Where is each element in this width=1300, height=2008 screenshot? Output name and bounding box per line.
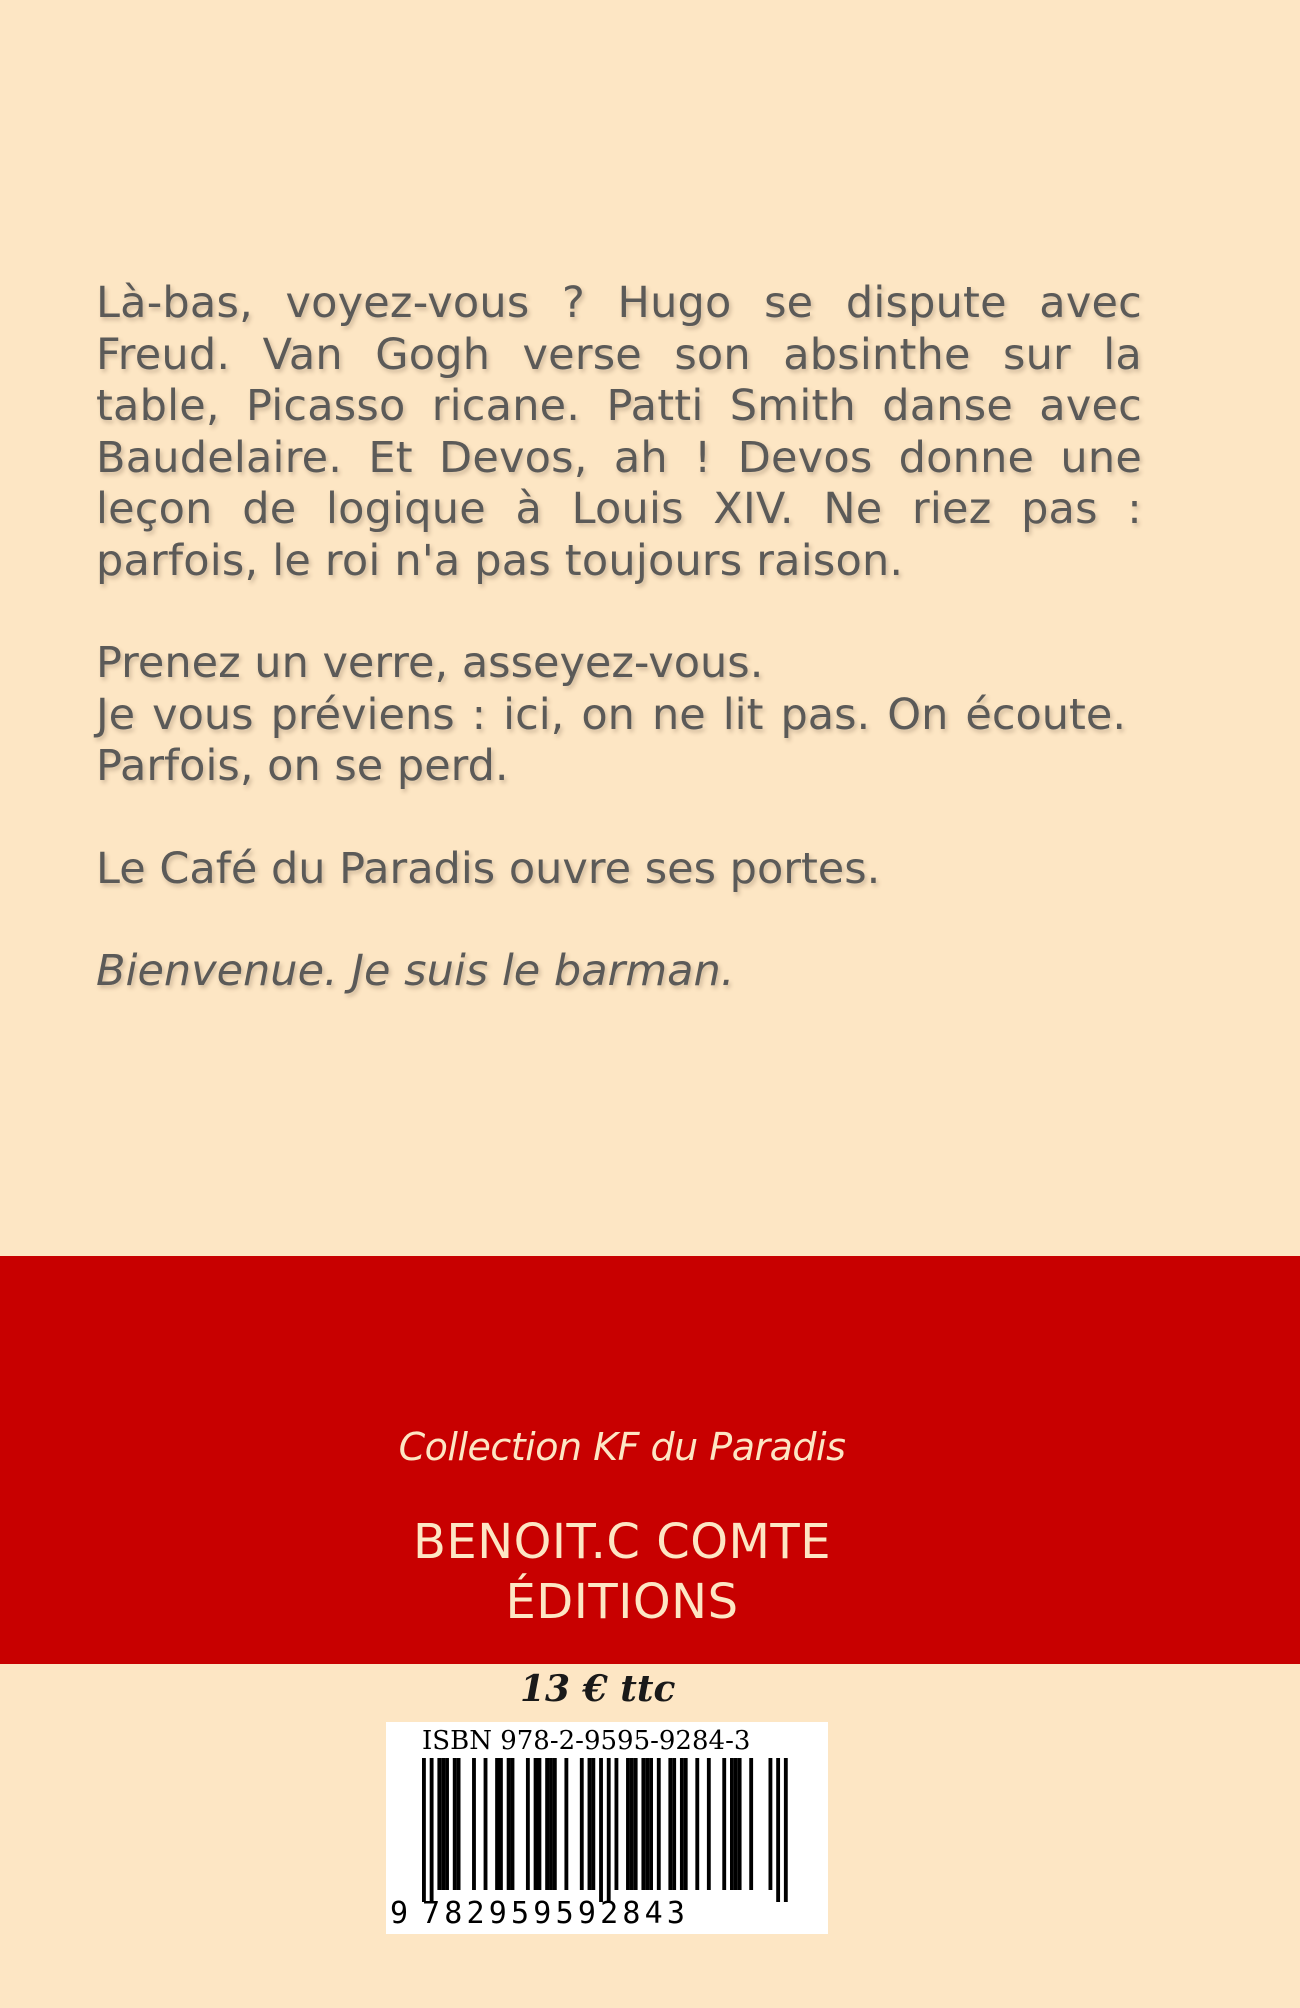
- barcode-bar: [441, 1758, 445, 1890]
- publisher-line-1: BENOIT.C COMTE: [412, 1514, 832, 1570]
- barcode-bar: [776, 1758, 780, 1902]
- barcode-bar: [599, 1758, 603, 1902]
- barcode-bar: [445, 1758, 449, 1890]
- barcode-bar: [495, 1758, 499, 1890]
- barcode-bar: [472, 1758, 476, 1890]
- barcode-bar: [507, 1758, 511, 1890]
- barcode-bar: [437, 1758, 441, 1890]
- barcode-bar: [457, 1758, 461, 1890]
- barcode-bar: [534, 1758, 538, 1890]
- barcode-bar: [684, 1758, 688, 1890]
- barcode-bar: [484, 1758, 488, 1890]
- ean-first-digit: 9: [390, 1896, 409, 1931]
- barcode-bar: [591, 1758, 595, 1890]
- price-label: 13 € ttc: [520, 1668, 676, 1710]
- barcode-bar: [784, 1758, 788, 1902]
- blurb-text: [96, 278, 1142, 1049]
- barcode-bar: [630, 1758, 634, 1890]
- barcode-bar: [707, 1758, 711, 1890]
- barcode-bar: [580, 1758, 584, 1890]
- barcode-bar: [749, 1758, 753, 1890]
- barcode-bar: [657, 1758, 661, 1890]
- barcode-bar: [769, 1758, 773, 1890]
- barcode-bar: [553, 1758, 557, 1890]
- blurb-paragraph-1: Là-bas, voyez-vous ? Hugo se dispute avec Freud. Van Gogh verse son absinthe sur la table, Picasso ricane. Patti Smith danse avec Baudelaire. Et Devos, ah ! Devos donne une leçon de logique à Louis XIV. Ne riez pas : parfois, le roi n'a pas toujours raison.: [96, 278, 1142, 586]
- barcode-bar: [526, 1758, 530, 1890]
- barcode-bar: [668, 1758, 672, 1890]
- barcode-bar: [634, 1758, 638, 1890]
- blurb-paragraph-2-line-2: Je vous préviens : ici, on ne lit pas. On écoute. Parfois, on se perd.: [96, 689, 1126, 791]
- barcode-bar: [538, 1758, 542, 1890]
- barcode-bar: [730, 1758, 734, 1890]
- barcode-bar: [695, 1758, 699, 1890]
- barcode-bar: [453, 1758, 457, 1890]
- ean-digits: 782959592843: [422, 1896, 690, 1931]
- barcode-bar: [672, 1758, 676, 1890]
- barcode-bar: [545, 1758, 549, 1890]
- barcode-bar: [549, 1758, 553, 1890]
- blurb-paragraph-2-line-1: Prenez un verre, asseyez-vous.: [96, 638, 764, 688]
- barcode-bar: [722, 1758, 726, 1890]
- collection-name: Collection KF du Paradis: [398, 1425, 846, 1469]
- barcode-bar: [564, 1758, 568, 1890]
- publisher-name: [0, 1512, 1244, 1632]
- barcode-bar: [607, 1758, 611, 1902]
- barcode: [386, 1722, 828, 1934]
- barcode-bar: [734, 1758, 738, 1890]
- barcode-bar: [738, 1758, 742, 1890]
- blurb-paragraph-3: Le Café du Paradis ouvre ses portes.: [96, 843, 881, 894]
- barcode-bar: [615, 1758, 619, 1890]
- barcode-bar: [422, 1758, 426, 1902]
- barcode-bar: [588, 1758, 592, 1890]
- blurb-paragraph-4: Bienvenue. Je suis le barman.: [96, 946, 735, 996]
- barcode-bar: [430, 1758, 434, 1902]
- isbn-label: ISBN 978-2-9595-9284-3: [422, 1726, 751, 1756]
- barcode-bar: [649, 1758, 653, 1890]
- barcode-bar: [511, 1758, 515, 1890]
- publisher-line-2: ÉDITIONS: [505, 1574, 739, 1630]
- barcode-bar: [626, 1758, 630, 1890]
- barcode-bar: [641, 1758, 645, 1890]
- barcode-bar: [499, 1758, 503, 1890]
- barcode-bar: [645, 1758, 649, 1890]
- barcode-bar: [680, 1758, 684, 1890]
